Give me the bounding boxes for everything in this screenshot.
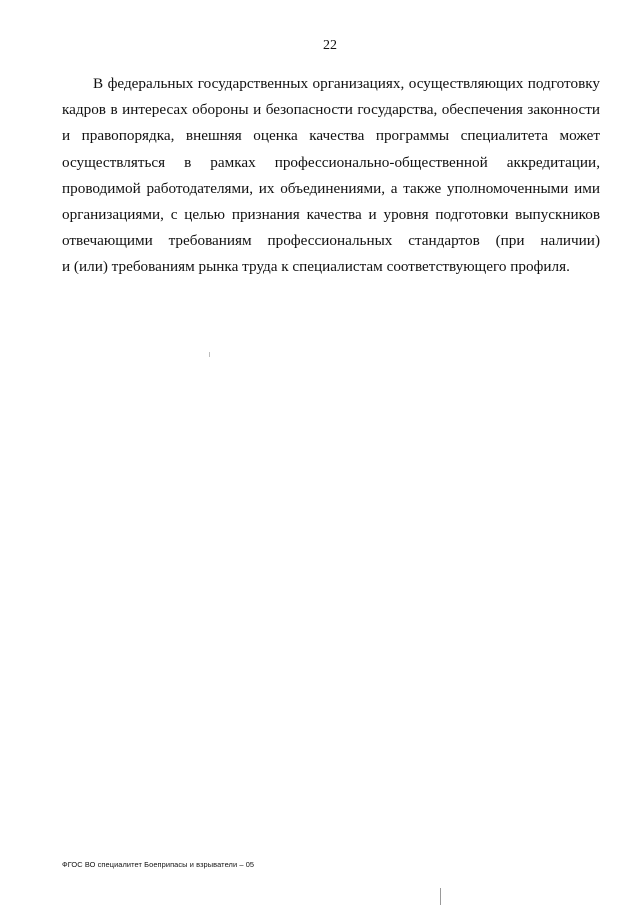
paragraph-line: отвечающими требованиям профессиональных стандартов (при наличии) — [62, 232, 600, 250]
paragraph-line: проводимой работодателями, их объединениями, а также уполномоченными ими — [62, 179, 600, 197]
paragraph-line: В федеральных государственных организациях, осуществляющих подготовку — [93, 75, 600, 92]
paragraph-line: и правопорядка, внешняя оценка качества программы специалитета может — [62, 127, 600, 145]
scan-speck — [209, 352, 210, 357]
scan-edge-mark — [440, 888, 441, 905]
page-footer: ФГОС ВО специалитет Боеприпасы и взрыватели – 05 — [62, 860, 255, 869]
paragraph-line: осуществляться в рамках профессионально-общественной аккредитации, — [62, 153, 600, 171]
body-paragraph — [62, 71, 600, 281]
paragraph-line: кадров в интересах обороны и безопасности государства, обеспечения законности — [62, 101, 600, 119]
page-number: 22 — [323, 38, 337, 53]
paragraph-line: организациями, с целью признания качества и уровня подготовки выпускников — [62, 205, 600, 223]
paragraph-line: и (или) требованиям рынка труда к специалистам соответствующего профиля. — [62, 258, 570, 276]
